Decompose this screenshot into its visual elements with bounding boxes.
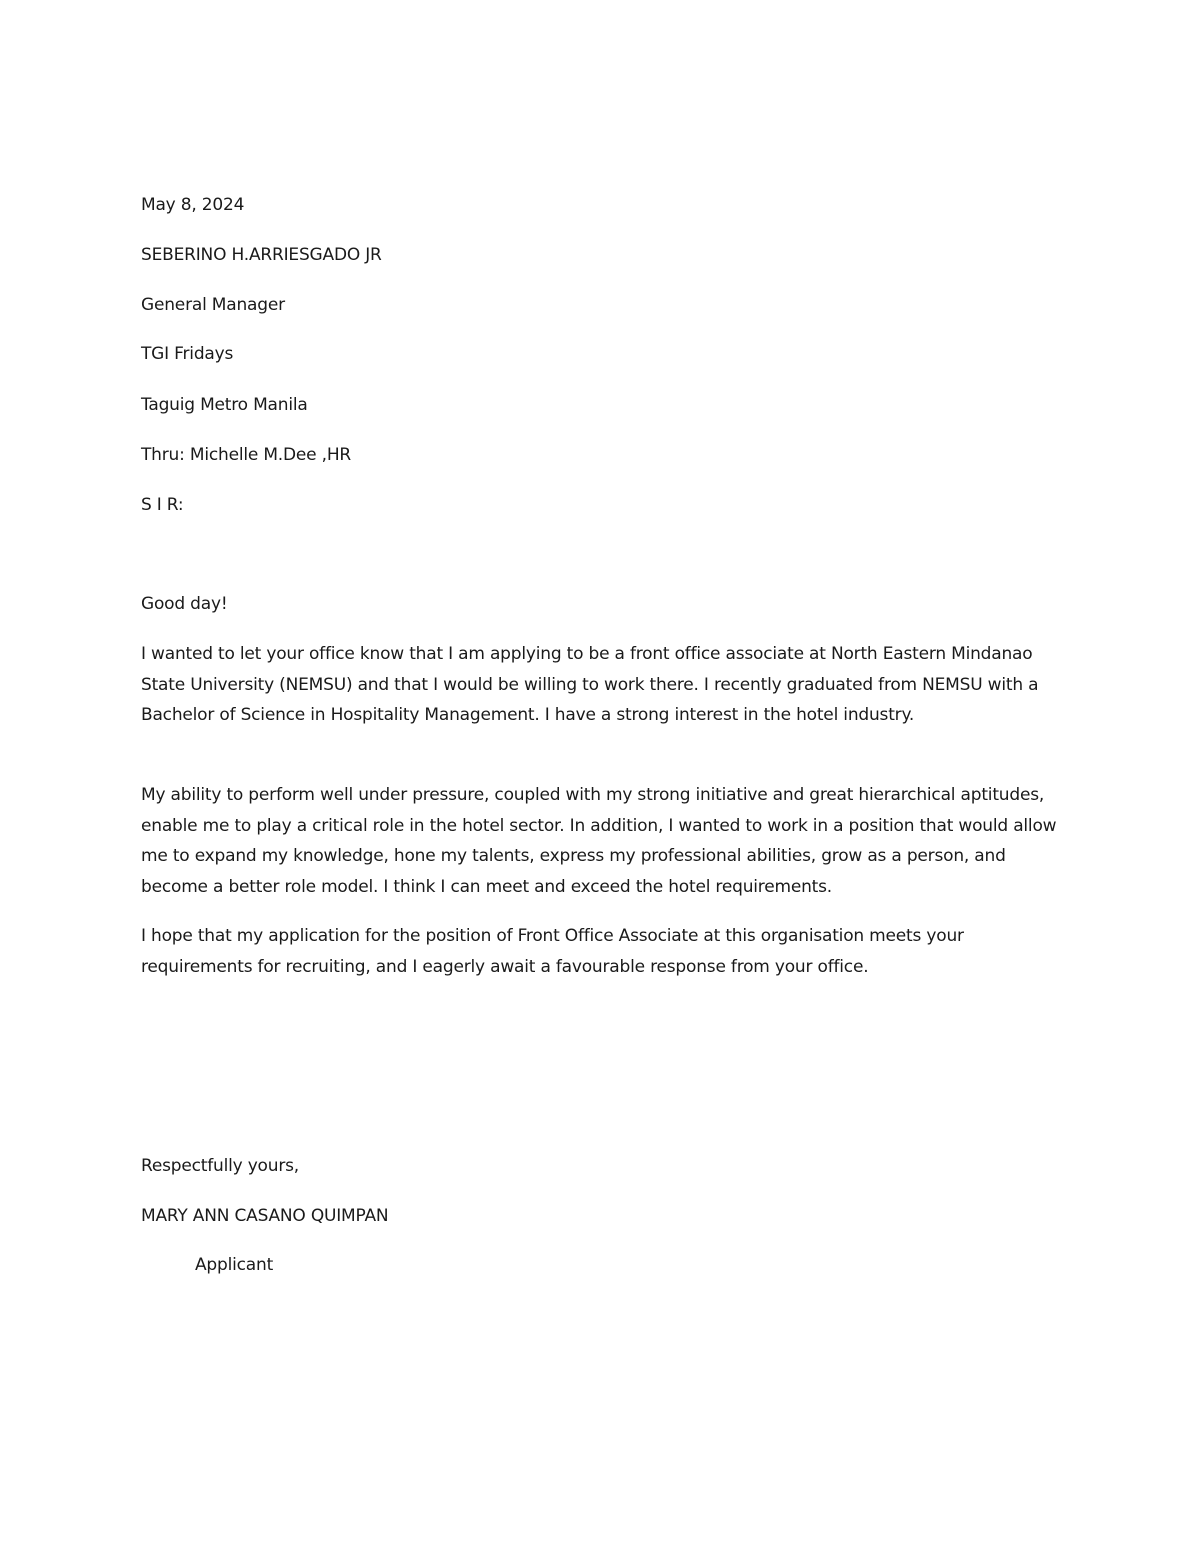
letter-date: May 8, 2024 [141, 195, 245, 215]
signatory-role: Applicant [195, 1255, 274, 1275]
signatory-name: MARY ANN CASANO QUIMPAN [141, 1206, 389, 1226]
greeting: Good day! [141, 594, 228, 614]
body-paragraph-2: My ability to perform well under pressure, coupled with my strong initiative and great hierarchical aptitudes, enable me to play a critical role in the hotel sector. In addition, I wanted to work in a position that would allow me to expand my knowledge, hone my talents, express my professional abilities, grow as a person, and become a better role model. I think I can meet and exceed the hotel requirements. [141, 785, 1057, 897]
recipient-name: SEBERINO H.ARRIESGADO JR [141, 245, 382, 265]
salutation: S I R: [141, 495, 184, 515]
body-paragraph-1: I wanted to let your office know that I am applying to be a front office associate at North Eastern Mindanao State University (NEMSU) and that I would be willing to work there. I recently graduated from NEMSU with a Bachelor of Science in Hospitality Management. I have a strong interest in the hotel industry. [141, 644, 1039, 725]
thru-line: Thru: Michelle M.Dee ,HR [141, 445, 352, 465]
company-address: Taguig Metro Manila [141, 395, 308, 415]
company-name: TGI Fridays [141, 344, 234, 364]
closing: Respectfully yours, [141, 1156, 299, 1176]
recipient-title: General Manager [141, 295, 285, 315]
body-paragraph-3: I hope that my application for the position of Front Office Associate at this organisation meets your requirements for recruiting, and I eagerly await a favourable response from your office. [141, 926, 964, 977]
